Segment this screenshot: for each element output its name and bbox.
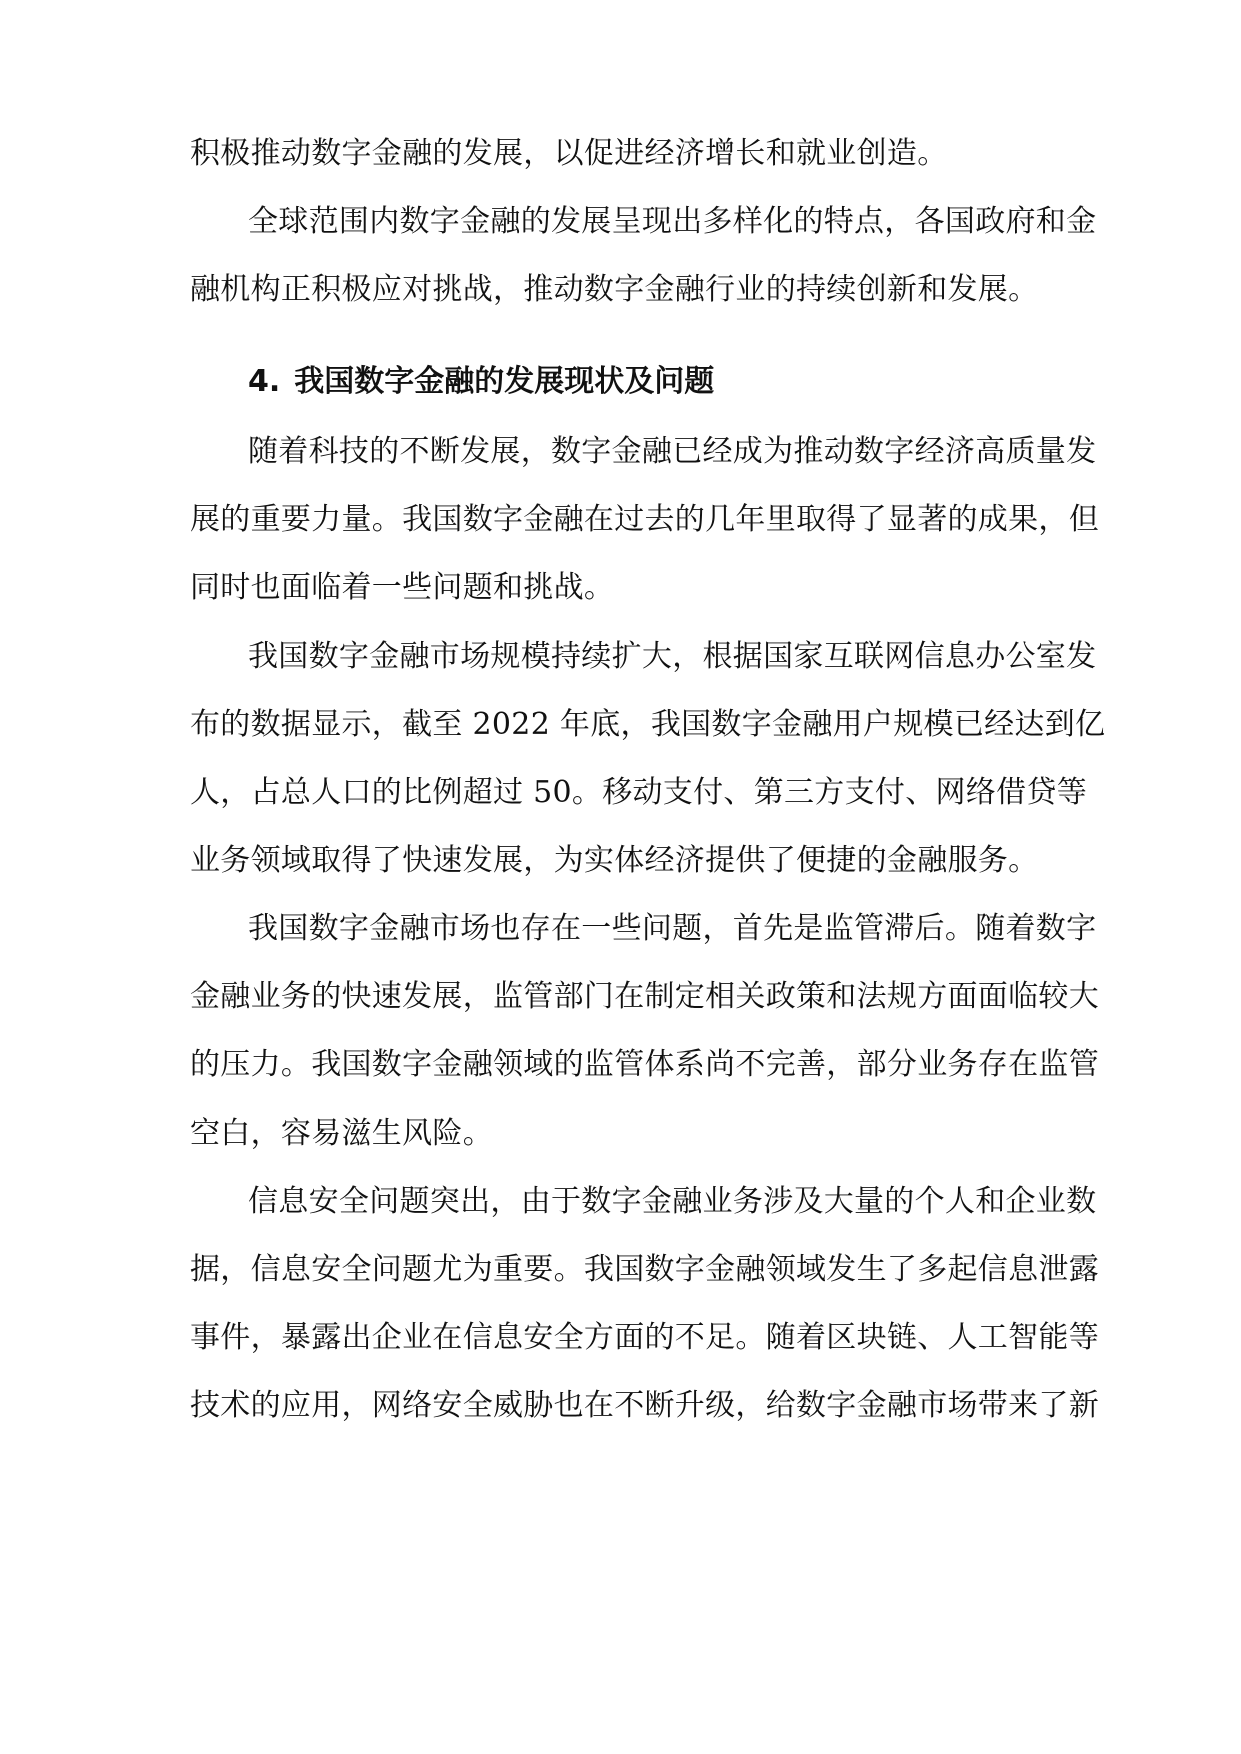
paragraph-line: 展的重要力量。我国数字金融在过去的几年里取得了显著的成果，但 — [190, 502, 1099, 537]
paragraph-line: 的压力。我国数字金融领域的监管体系尚不完善，部分业务存在监管 — [190, 1047, 1099, 1082]
paragraph-line: 融机构正积极应对挑战，推动数字金融行业的持续创新和发展。 — [190, 272, 1039, 307]
paragraph-line: 事件，暴露出企业在信息安全方面的不足。随着区块链、人工智能等 — [190, 1320, 1099, 1355]
section-heading — [248, 362, 714, 402]
section-title: 我国数字金融的发展现状及问题 — [294, 364, 715, 399]
paragraph-line: 随着科技的不断发展，数字金融已经成为推动数字经济高质量发 — [248, 434, 1097, 469]
paragraph-line: 业务领域取得了快速发展，为实体经济提供了便捷的金融服务。 — [190, 843, 1039, 878]
paragraph-line: 技术的应用，网络安全威胁也在不断升级，给数字金融市场带来了新 — [190, 1388, 1099, 1423]
paragraph-line: 同时也面临着一些问题和挑战。 — [190, 570, 615, 605]
paragraph-line: 信息安全问题突出，由于数字金融业务涉及大量的个人和企业数 — [248, 1184, 1097, 1219]
paragraph-line: 布的数据显示，截至 2022 年底，我国数字金融用户规模已经达到亿 — [190, 707, 1106, 742]
paragraph-line: 金融业务的快速发展，监管部门在制定相关政策和法规方面面临较大 — [190, 979, 1099, 1014]
paragraph-line: 我国数字金融市场也存在一些问题，首先是监管滞后。随着数字 — [248, 911, 1097, 946]
paragraph-line: 我国数字金融市场规模持续扩大，根据国家互联网信息办公室发 — [248, 639, 1097, 674]
paragraph-line: 空白，容易滋生风险。 — [190, 1116, 493, 1151]
section-number: 4. — [248, 364, 281, 399]
paragraph-line: 人，占总人口的比例超过 50。移动支付、第三方支付、网络借贷等 — [190, 775, 1088, 810]
paragraph-line: 全球范围内数字金融的发展呈现出多样化的特点，各国政府和金 — [248, 204, 1097, 239]
paragraph-line: 积极推动数字金融的发展，以促进经济增长和就业创造。 — [190, 136, 948, 171]
paragraph-line: 据，信息安全问题尤为重要。我国数字金融领域发生了多起信息泄露 — [190, 1252, 1099, 1287]
